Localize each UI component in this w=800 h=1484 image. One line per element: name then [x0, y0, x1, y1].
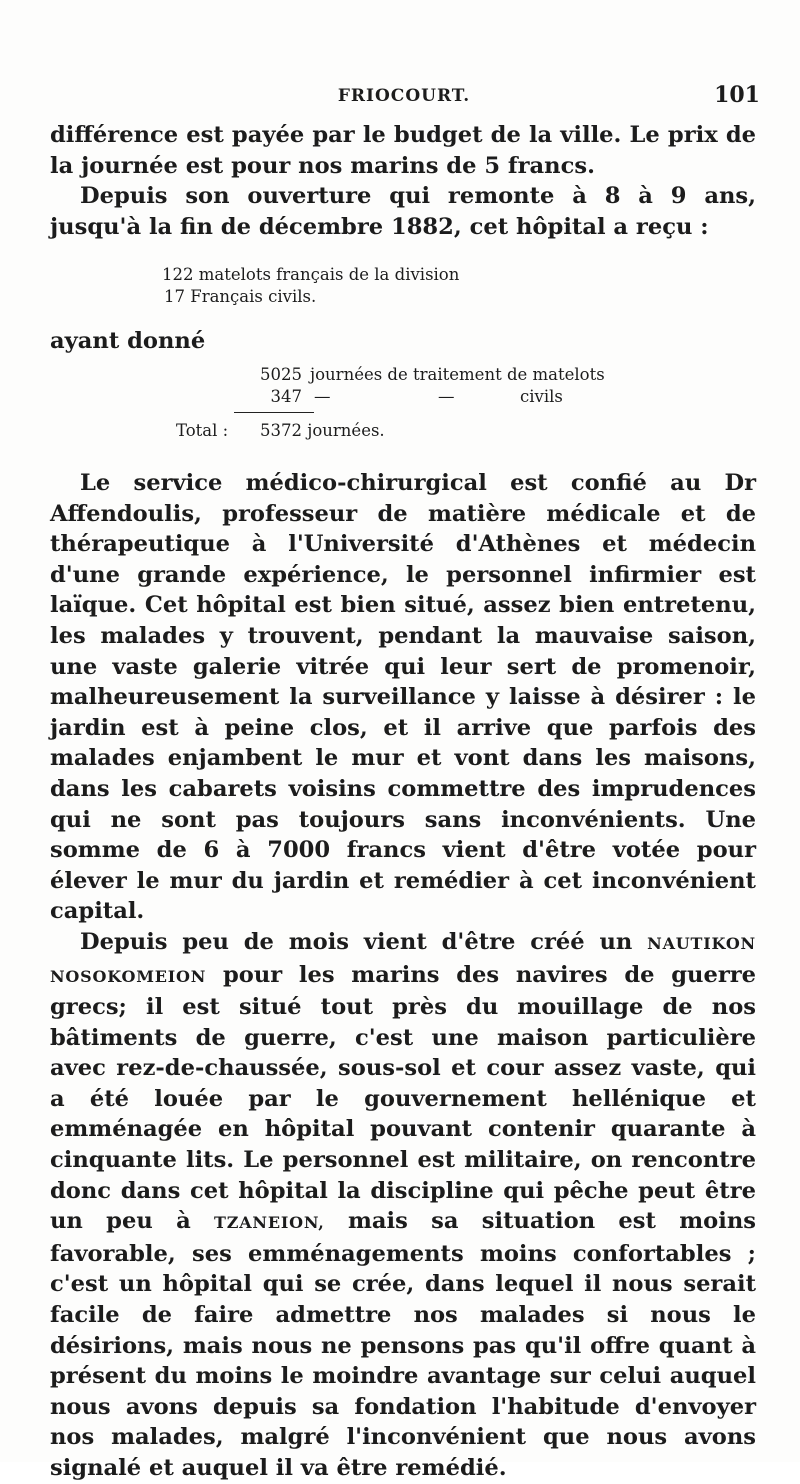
intro-text — [50, 120, 756, 242]
journees-row-civilians — [176, 386, 596, 408]
nautikon-nosokomeion-term: NAUTIKON NOSOKOMEION — [50, 933, 756, 986]
p2-start: Depuis peu de mois vient d'être créé un — [80, 928, 633, 955]
journees-total-row — [176, 420, 385, 442]
body-paragraph-2 — [50, 927, 756, 1484]
journees-value-sailors: 5025 — [260, 365, 302, 384]
total-value: 5372 journées. — [260, 421, 385, 440]
sum-rule — [234, 412, 314, 413]
journees-label-sailors: journées de traitement de matelots — [310, 365, 605, 384]
tzaneion-term: TZANEION, — [214, 1213, 325, 1233]
intro-paragraph-1: différence est payée par le budget de la ville. Le prix de la journée est pour nos marins de 5 francs. — [50, 122, 756, 179]
intro-paragraph-2: Depuis son ouverture qui remonte à 8 à 9 ans, jusqu'à la fin de décembre 1882, cet hôpital a reçu : — [50, 183, 756, 240]
main-text — [50, 468, 756, 1484]
ditto-dash-1: — — [314, 387, 331, 406]
ayant-donne-line: ayant donné — [50, 328, 206, 354]
running-head: FRIOCOURT. — [337, 86, 471, 106]
body-paragraph-1: Le service médico-chirurgical est confié au Dr Affendoulis, professeur de matière médicale et de thérapeutique à l'Université d'Athènes et médecin d'une grande expérience, le personnel infirmier est laïque. Cet hôpital est bien situé, assez bien entretenu, les malades y trouvent, pendant la mauvaise saison, une vaste galerie vitrée qui leur sert de promenoir, malheureusement la surveillance y laisse à désirer : le jardin est à peine clos, et il arrive que parfois des malades enjambent le mur et vont dans les maisons, dans les cabarets voisins commettre des imprudences qui ne sont pas toujours sans inconvénients. Une somme de 6 à 7000 francs vient d'être votée pour élever le mur du jardin et remédier à cet inconvénient capital. — [50, 470, 756, 925]
journees-value-civilians: 347 — [270, 387, 302, 406]
journees-table — [176, 364, 605, 440]
page-header — [48, 82, 760, 112]
p2-middle: pour les marins des navires de guerre grecs; il est situé tout près du mouillage de nos bâtiments de guerre, c'est une maison particulière avec rez-de-chaussée, sous-sol et cour assez vaste, qui a été louée par le gouvernement hellénique et emménagée en hôpital pouvant contenir quarante à cinquante lits. Le personnel est militaire, on rencontre donc dans cet hôpital la discipline qui pêche peut être un peu à — [50, 961, 756, 1235]
patients-list — [162, 264, 459, 308]
total-label: Total : — [176, 421, 229, 440]
page-number: 101 — [714, 82, 760, 108]
ditto-dash-2: — — [438, 387, 455, 406]
patients-item-sailors: 122 matelots français de la division — [162, 265, 460, 284]
patients-item-civilians: 17 Français civils. — [164, 287, 317, 306]
p2-end: mais sa situation est moins favorable, ses emménagements moins confortables ; c'est un hôpital qui se crée, dans lequel il nous serait facile de faire admettre nos malades si nous le désirions, mais nous ne pensons pas qu'il offre quant à présent du moins le moindre avantage sur celui auquel nous avons depuis sa fondation l'habitude d'envoyer nos malades, malgré l'inconvénient que nous avons signalé et auquel il va être remédié. — [50, 1208, 756, 1481]
journees-label-civilians: civils — [520, 387, 563, 406]
journees-row-sailors — [176, 364, 605, 386]
